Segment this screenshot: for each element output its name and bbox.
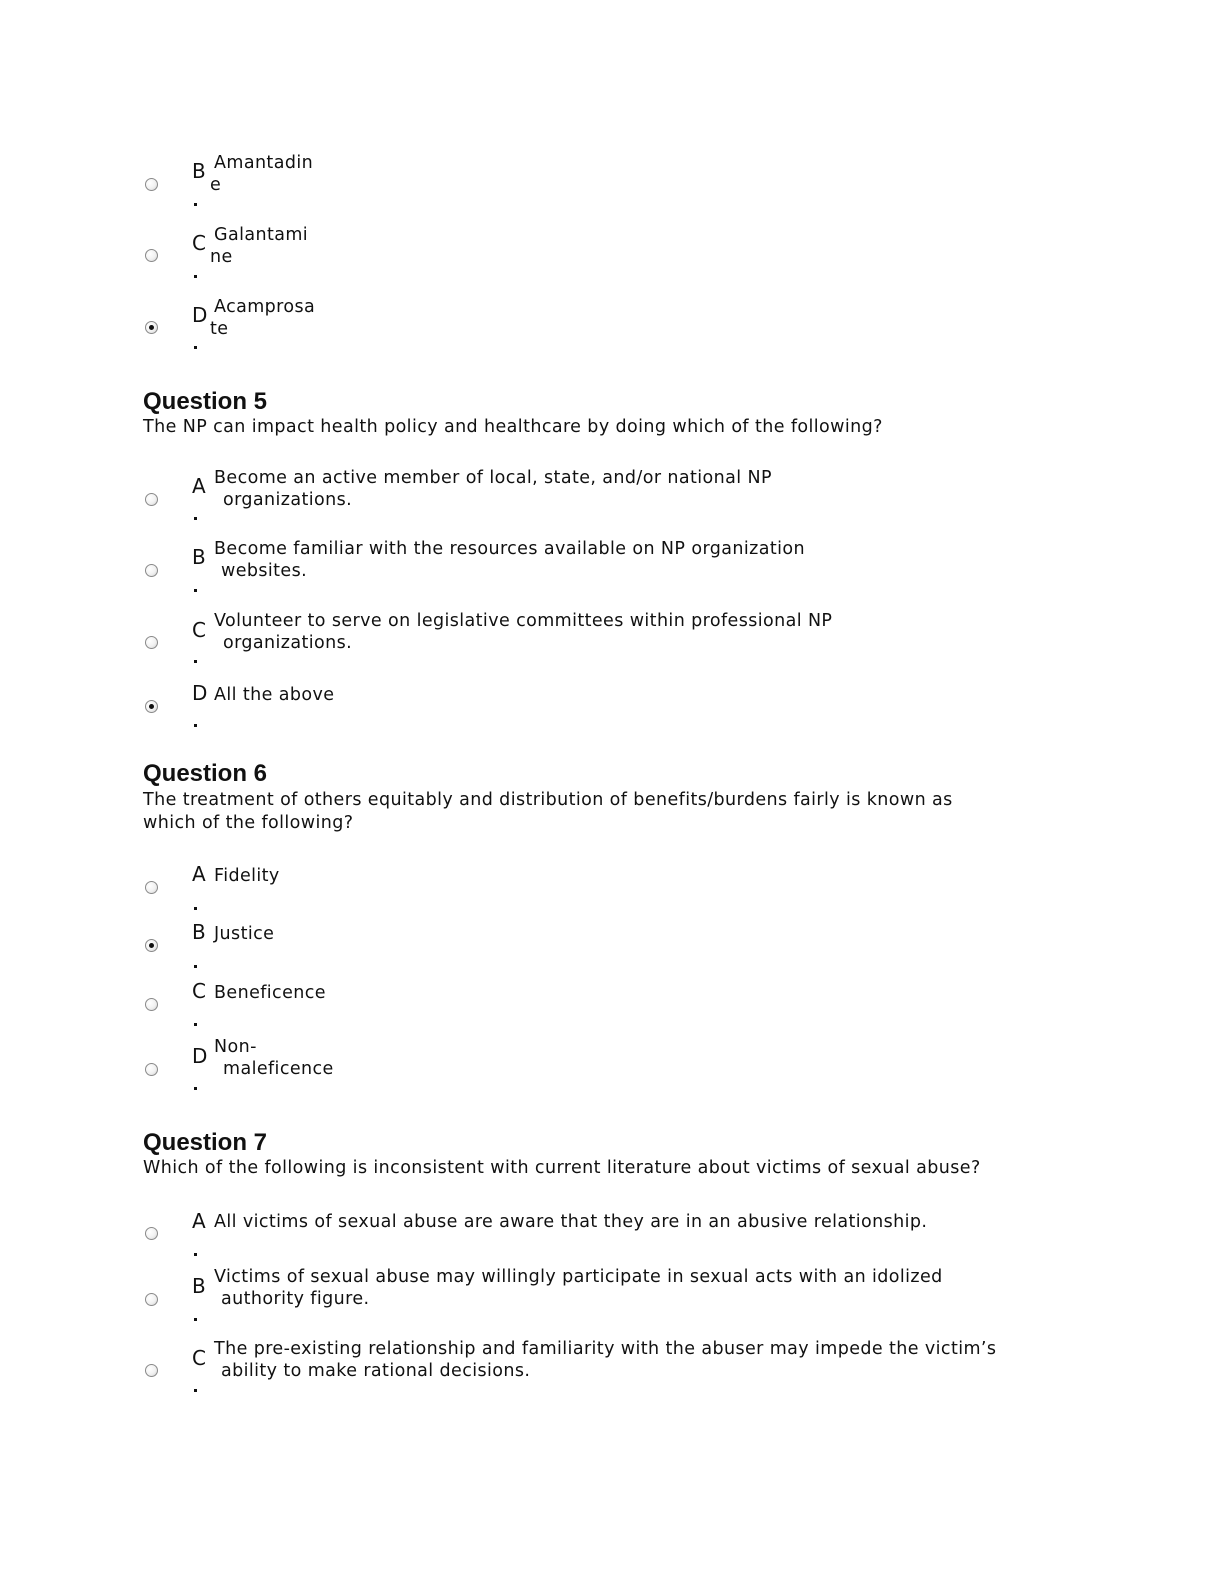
q7-option-text: All victims of sexual abuse are aware that they are in an abusive relationship. (214, 1212, 928, 1232)
q7-option-dot (194, 1389, 197, 1392)
q7-option-dot (194, 1318, 197, 1321)
q6-option-dot (194, 1023, 197, 1026)
q5-option-letter: B (192, 545, 206, 569)
q7-radio-c[interactable] (145, 1364, 158, 1377)
q5-option-text: All the above (214, 685, 335, 705)
q6-option-text: Non- maleficence (214, 1037, 334, 1079)
q7-option-text: The pre-existing relationship and familiarity with the abuser may impede the victim’s ability to make rational decisions. (214, 1339, 997, 1381)
q5-option-letter: C (192, 618, 206, 642)
q6-radio-c[interactable] (145, 998, 158, 1011)
q5-option-letter: A (192, 474, 206, 498)
question-5-title: Question 5 (143, 388, 268, 415)
q4-option-letter: B (192, 159, 206, 183)
q6-option-letter: D (192, 1044, 208, 1068)
q6-option-letter: C (192, 979, 206, 1003)
q6-option-text: Beneficence (214, 983, 326, 1003)
question-6-title: Question 6 (143, 760, 268, 787)
question-5-text: The NP can impact health policy and healthcare by doing which of the following? (143, 417, 883, 437)
question-6-text (143, 789, 953, 835)
q5-radio-a[interactable] (145, 493, 158, 506)
question-7-text: Which of the following is inconsistent with current literature about victims of sexual abuse? (143, 1158, 981, 1178)
question-6-text-line1: The treatment of others equitably and distribution of benefits/burdens fairly is known as (143, 790, 953, 810)
q5-option-text: Become an active member of local, state, and/or national NP organizations. (214, 468, 772, 510)
q4-option-dot (194, 203, 197, 206)
q4-radio-d[interactable] (145, 321, 158, 334)
q6-option-dot (194, 907, 197, 910)
q7-radio-a[interactable] (145, 1227, 158, 1240)
q5-option-dot (194, 660, 197, 663)
q6-option-letter: B (192, 920, 206, 944)
q7-option-text: Victims of sexual abuse may willingly participate in sexual acts with an idolized authority figure. (214, 1267, 943, 1309)
q5-option-dot (194, 589, 197, 592)
q4-option-dot (194, 275, 197, 278)
question-7-title: Question 7 (143, 1129, 268, 1156)
q5-radio-b[interactable] (145, 564, 158, 577)
q5-option-letter: D (192, 681, 208, 705)
q7-radio-b[interactable] (145, 1293, 158, 1306)
q6-radio-d[interactable] (145, 1063, 158, 1076)
q5-option-text: Volunteer to serve on legislative committees within professional NP organizations. (214, 611, 833, 653)
q5-option-dot (194, 724, 197, 727)
question-6-text-line2: which of the following? (143, 813, 354, 833)
q5-option-dot (194, 517, 197, 520)
q4-option-text: Acamprosa te (210, 297, 316, 339)
q6-radio-b[interactable] (145, 939, 158, 952)
q4-option-letter: C (192, 231, 206, 255)
q4-radio-b[interactable] (145, 178, 158, 191)
q7-option-letter: A (192, 1209, 206, 1233)
q7-option-dot (194, 1253, 197, 1256)
q6-radio-a[interactable] (145, 881, 158, 894)
q4-option-dot (194, 346, 197, 349)
q6-option-text: Fidelity (214, 866, 280, 886)
q5-radio-c[interactable] (145, 636, 158, 649)
q5-option-text: Become familiar with the resources available on NP organization websites. (214, 539, 805, 581)
q6-option-dot (194, 965, 197, 968)
q4-radio-c[interactable] (145, 249, 158, 262)
q6-option-dot (194, 1087, 197, 1090)
q4-option-letter: D (192, 303, 208, 327)
q5-radio-d[interactable] (145, 700, 158, 713)
q7-option-letter: C (192, 1346, 206, 1370)
q4-option-text: Amantadin e (210, 153, 314, 195)
q7-option-letter: B (192, 1274, 206, 1298)
q6-option-letter: A (192, 862, 206, 886)
q4-option-text: Galantami ne (210, 225, 309, 267)
q6-option-text: Justice (214, 924, 275, 944)
